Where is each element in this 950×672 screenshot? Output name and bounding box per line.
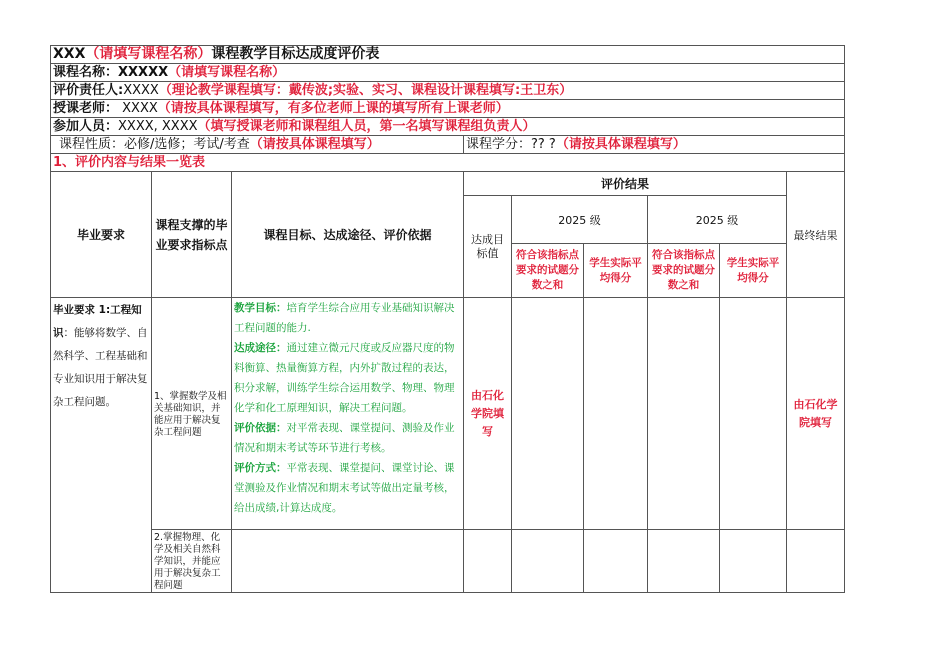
score-sum-cell <box>648 298 720 530</box>
evaluation-table <box>50 45 845 593</box>
header-indicator: 课程支撑的毕业要求指标点 <box>152 172 232 298</box>
table-row <box>51 298 845 530</box>
section-1-heading: 1、评价内容与结果一览表 <box>51 154 845 172</box>
avg-score-cell <box>720 530 787 593</box>
course-name-row: 课程名称：XXXXX（请填写课程名称） <box>51 64 845 82</box>
target-cell: 由石化学院填写 <box>464 298 512 530</box>
final-cell <box>787 530 845 593</box>
evaluator-row: 评价责任人:XXXX（理论教学课程填写：戴传波;实验、实习、课程设计课程填写:王卫东） <box>51 82 845 100</box>
header-final: 最终结果 <box>787 172 845 298</box>
header-grad-req: 毕业要求 <box>51 172 152 298</box>
teacher-row: 授课老师： XXXX（请按具体课程填写，有多位老师上课的填写所有上课老师） <box>51 100 845 118</box>
evaluation-sheet <box>50 45 844 593</box>
goal-cell: 教学目标：培育学生综合应用专业基础知识解决工程问题的能力. 达成途径：通过建立微元尺度或反应器尺度的物料衡算、热量衡算方程，内外扩散过程的表达，积分求解，训练学生综合运用数学、物理、物理化学和化工原理知识，解决工程问题。 评价依据：对平常表现、课堂提问、测验及作业情况和期末考试等环节进行考核。 评价方式：平常表现、课堂提问、课堂讨论、课堂测验及作业情况和期末考试等做出定量考核，给出成绩,计算达成度。 <box>232 298 464 530</box>
avg-score-cell <box>584 530 648 593</box>
header-avg-score-1: 学生实际平均得分 <box>584 244 648 298</box>
course-credits-cell: 课程学分：?? ?（请按具体课程填写） <box>464 136 845 154</box>
table-row <box>51 530 845 593</box>
header-score-sum-2: 符合该指标点要求的试题分数之和 <box>648 244 720 298</box>
header-score-sum-1: 符合该指标点要求的试题分数之和 <box>512 244 584 298</box>
goal-cell <box>232 530 464 593</box>
header-eval-result: 评价结果 <box>464 172 787 196</box>
score-sum-cell <box>512 298 584 530</box>
avg-score-cell <box>720 298 787 530</box>
header-goal: 课程目标、达成途径、评价依据 <box>232 172 464 298</box>
header-grade-2: 2025 级 <box>648 196 787 244</box>
header-avg-score-2: 学生实际平均得分 <box>720 244 787 298</box>
indicator-cell: 1、掌握数学及相关基础知识，并能应用于解决复杂工程问题 <box>152 298 232 530</box>
header-grade-1: 2025 级 <box>512 196 648 244</box>
final-cell: 由石化学院填写 <box>787 298 845 530</box>
table-title: XXX（请填写课程名称）课程教学目标达成度评价表 <box>51 46 845 64</box>
target-cell <box>464 530 512 593</box>
grad-req-cell: 毕业要求 1:工程知识：能够将数学、自然科学、工程基础和专业知识用于解决复杂工程问题。 <box>51 298 152 593</box>
course-nature-cell: 课程性质：必修/选修；考试/考查（请按具体课程填写） <box>51 136 464 154</box>
score-sum-cell <box>648 530 720 593</box>
avg-score-cell <box>584 298 648 530</box>
score-sum-cell <box>512 530 584 593</box>
indicator-cell: 2.掌握物理、化学及相关自然科学知识，并能应用于解决复杂工程问题 <box>152 530 232 593</box>
header-target: 达成目标值 <box>464 196 512 298</box>
participants-row: 参加人员：XXXX, XXXX（填写授课老师和课程组人员，第一名填写课程组负责人） <box>51 118 845 136</box>
